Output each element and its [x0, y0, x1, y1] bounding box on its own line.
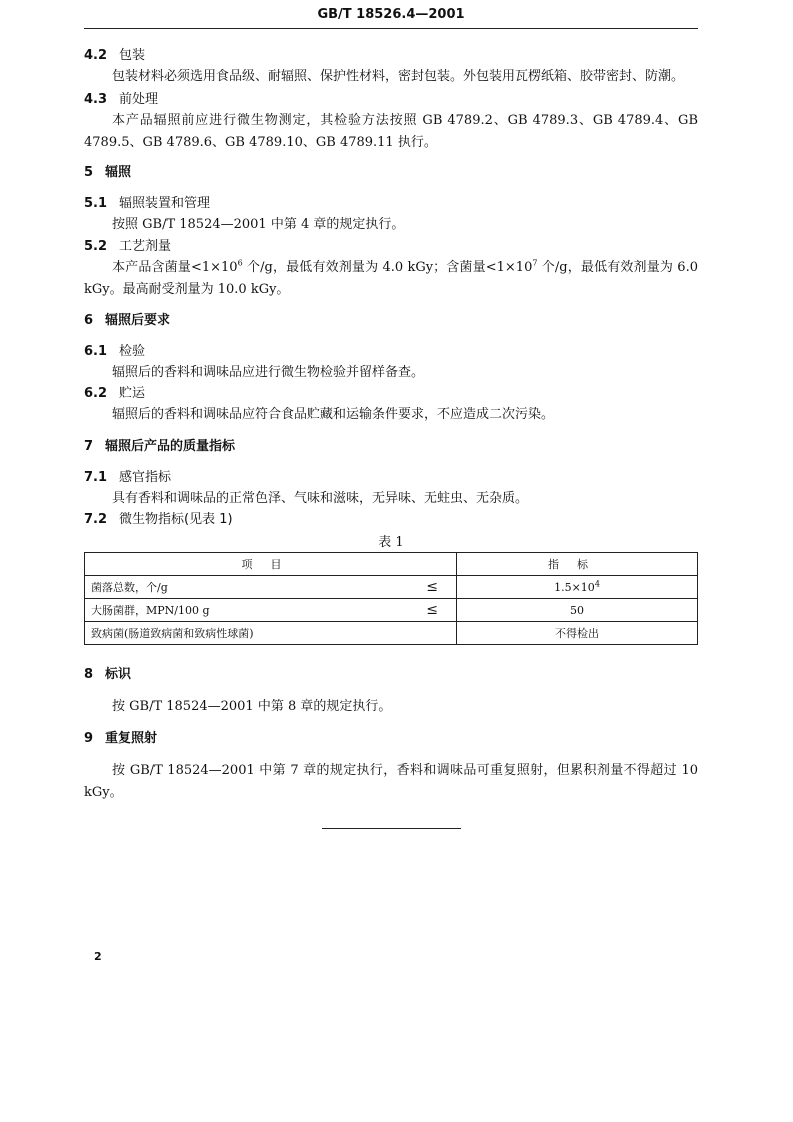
- chapter-number: 7: [84, 439, 94, 454]
- chapter-heading-6: [84, 310, 698, 331]
- section-heading-5-2: [84, 236, 698, 257]
- section-title: 前处理: [119, 92, 159, 107]
- section-heading-4-3: [84, 89, 698, 110]
- section-text-6-2: 辐照后的香料和调味品应符合食品贮藏和运输条件要求，不应造成二次污染。: [112, 407, 555, 422]
- section-text-5-2: [84, 257, 698, 301]
- section-heading-7-1: [84, 467, 698, 488]
- section-title: 辐照装置和管理: [119, 196, 211, 211]
- section-title: 工艺剂量: [119, 239, 172, 254]
- column-header-index: 指标: [457, 553, 698, 576]
- chapter-number: 9: [84, 731, 94, 746]
- section-text-4-3: 本产品辐照前应进行微生物测定，其检验方法按照 GB 4789.2、GB 4789.3、GB 4789.4、GB 4789.5、GB 4789.6、GB 4789.10、GB 4789.11 执行。: [84, 113, 698, 150]
- end-rule: [322, 828, 461, 829]
- section-text-4-2: 包装材料必须选用食品级、耐辐照、保护性材料，密封包装。外包装用瓦楞纸箱、胶带密封、防潮。: [112, 69, 685, 84]
- chapter-number: 6: [84, 313, 94, 328]
- value-base: 1.5×10: [554, 580, 595, 594]
- dose-text-part-3: 个/g，最低有效剂量为 6.0 kGy。最高耐受剂量为 10.0 kGy。: [84, 260, 698, 297]
- section-number: 6.1: [84, 344, 108, 359]
- section-number: 4.3: [84, 92, 108, 107]
- column-header-item: 项目: [85, 553, 457, 576]
- section-number: 5.2: [84, 239, 108, 254]
- section-heading-6-1: [84, 341, 698, 362]
- section-text-7-1: 具有香料和调味品的正常色泽、气味和滋味，无异味、无蛀虫、无杂质。: [112, 491, 529, 506]
- section-title: 微生物指标(见表 1): [119, 512, 233, 527]
- section-text-9: 按 GB/T 18524—2001 中第 7 章的规定执行，香料和调味品可重复照射，但累积剂量不得超过 10 kGy。: [84, 763, 698, 800]
- table-row: [85, 622, 698, 645]
- section-number: 6.2: [84, 386, 108, 401]
- section-text-8: 按 GB/T 18524—2001 中第 8 章的规定执行。: [112, 699, 392, 714]
- section-title: 贮运: [119, 386, 146, 401]
- section-heading-5-1: [84, 193, 698, 214]
- section-heading-4-2: [84, 45, 698, 66]
- row-value: 50: [457, 599, 698, 622]
- item-label: 大肠菌群，MPN/100 g: [91, 604, 210, 617]
- row-value: [457, 576, 698, 599]
- chapter-heading-9: [84, 728, 698, 749]
- section-title: 检验: [119, 344, 146, 359]
- exponent-7: 7: [532, 258, 538, 268]
- chapter-heading-5: [84, 162, 698, 183]
- section-number: 5.1: [84, 196, 108, 211]
- chapter-title: 辐照后要求: [105, 313, 171, 328]
- chapter-title: 标识: [105, 667, 132, 682]
- chapter-number: 5: [84, 165, 94, 180]
- less-equal-symbol: ≤: [426, 579, 438, 595]
- table-row: [85, 599, 698, 622]
- table-row: [85, 576, 698, 599]
- microbial-index-table: [84, 552, 698, 645]
- chapter-title: 辐照: [105, 165, 132, 180]
- chapter-number: 8: [84, 667, 94, 682]
- item-label: 菌落总数，个/g: [91, 581, 168, 594]
- section-text-5-1: 按照 GB/T 18524—2001 中第 4 章的规定执行。: [112, 217, 405, 232]
- table-caption: 表 1: [378, 535, 404, 550]
- exponent-6: 6: [237, 258, 243, 268]
- section-heading-7-2: [84, 509, 698, 530]
- section-number: 7.1: [84, 470, 108, 485]
- section-number: 4.2: [84, 48, 108, 63]
- section-text-6-1: 辐照后的香料和调味品应进行微生物检验并留样备查。: [112, 365, 425, 380]
- row-item: [85, 599, 457, 622]
- value-exponent: 4: [594, 578, 600, 588]
- chapter-heading-8: [84, 664, 698, 685]
- section-number: 7.2: [84, 512, 108, 527]
- table-header-row: [85, 553, 698, 576]
- dose-text-part-2: 个/g，最低有效剂量为 4.0 kGy；含菌量<1×10: [242, 260, 533, 275]
- item-label: 致病菌(肠道致病菌和致病性球菌): [91, 627, 254, 640]
- row-item: [85, 576, 457, 599]
- section-heading-6-2: [84, 383, 698, 404]
- chapter-title: 辐照后产品的质量指标: [105, 439, 236, 454]
- less-equal-symbol: ≤: [426, 602, 438, 618]
- row-item: [85, 622, 457, 645]
- chapter-heading-7: [84, 436, 698, 457]
- row-value: 不得检出: [457, 622, 698, 645]
- section-title: 包装: [119, 48, 146, 63]
- dose-text-part-1: 本产品含菌量<1×10: [112, 260, 238, 275]
- section-title: 感官指标: [119, 470, 172, 485]
- page-number: 2: [94, 950, 102, 963]
- page-header: GB/T 18526.4—2001: [84, 0, 698, 29]
- chapter-title: 重复照射: [105, 731, 158, 746]
